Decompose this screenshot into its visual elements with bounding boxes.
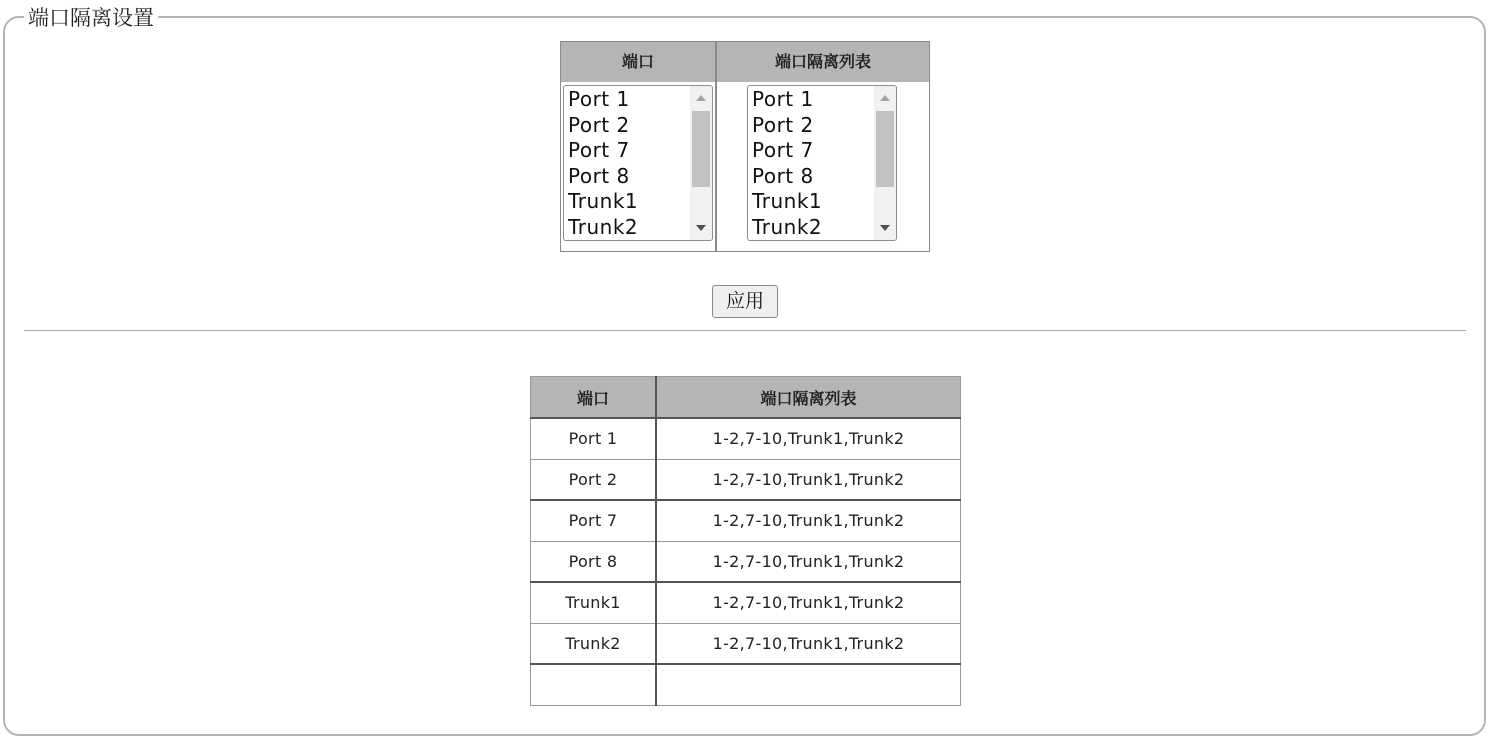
section-divider	[24, 330, 1466, 331]
table-row	[531, 541, 961, 582]
table-row	[531, 623, 961, 664]
result-port-cell: Port 1	[531, 418, 657, 459]
result-port-cell: Port 2	[531, 459, 657, 500]
isolation-result-table	[530, 376, 961, 706]
result-list-cell: 1-2,7-10,Trunk1,Trunk2	[656, 459, 961, 500]
scrollbar-thumb[interactable]	[876, 111, 894, 187]
config-header-isolation-list: 端口隔离列表	[717, 42, 929, 82]
isolation-option[interactable]: Port 1	[752, 87, 814, 111]
isolation-list-listbox[interactable]	[747, 85, 897, 241]
table-row	[531, 664, 961, 705]
isolation-option[interactable]: Port 7	[752, 138, 814, 162]
result-port-cell	[531, 664, 657, 705]
scroll-down-arrow-icon[interactable]	[696, 225, 706, 231]
result-list-cell: 1-2,7-10,Trunk1,Trunk2	[656, 500, 961, 541]
result-list-cell: 1-2,7-10,Trunk1,Trunk2	[656, 418, 961, 459]
port-select-listbox[interactable]	[563, 85, 713, 241]
scroll-up-arrow-icon[interactable]	[880, 95, 890, 101]
result-header-isolation-list: 端口隔离列表	[656, 377, 961, 419]
result-list-cell: 1-2,7-10,Trunk1,Trunk2	[656, 541, 961, 582]
port-option[interactable]: Port 1	[568, 87, 630, 111]
result-port-cell: Trunk2	[531, 623, 657, 664]
scrollbar-thumb[interactable]	[692, 111, 710, 187]
port-option[interactable]: Port 7	[568, 138, 630, 162]
result-port-cell: Trunk1	[531, 582, 657, 623]
isolation-listbox-scrollbar[interactable]	[874, 86, 896, 240]
port-option[interactable]: Port 8	[568, 163, 630, 188]
result-list-cell: 1-2,7-10,Trunk1,Trunk2	[656, 623, 961, 664]
scroll-up-arrow-icon[interactable]	[696, 95, 706, 101]
result-port-cell: Port 7	[531, 500, 657, 541]
table-row	[531, 582, 961, 623]
apply-button[interactable]: 应用	[712, 285, 778, 318]
isolation-option[interactable]: Trunk1	[752, 189, 823, 213]
isolation-option[interactable]: Port 8	[752, 163, 814, 188]
table-row	[531, 418, 961, 459]
port-listbox-scrollbar[interactable]	[690, 86, 712, 240]
result-port-cell: Port 8	[531, 541, 657, 582]
isolation-option[interactable]: Trunk2	[752, 214, 823, 239]
config-header-port: 端口	[561, 42, 715, 82]
port-option[interactable]: Port 2	[568, 112, 630, 137]
isolation-option[interactable]: Port 2	[752, 112, 814, 137]
port-option[interactable]: Trunk2	[568, 214, 639, 239]
port-option[interactable]: Trunk1	[568, 189, 639, 213]
scroll-down-arrow-icon[interactable]	[880, 225, 890, 231]
config-column-divider	[715, 42, 717, 251]
section-legend: 端口隔离设置	[24, 6, 158, 30]
table-row	[531, 500, 961, 541]
result-header-port: 端口	[531, 377, 657, 419]
config-table	[560, 41, 930, 252]
result-list-cell: 1-2,7-10,Trunk1,Trunk2	[656, 582, 961, 623]
result-list-cell	[656, 664, 961, 705]
table-row	[531, 459, 961, 500]
